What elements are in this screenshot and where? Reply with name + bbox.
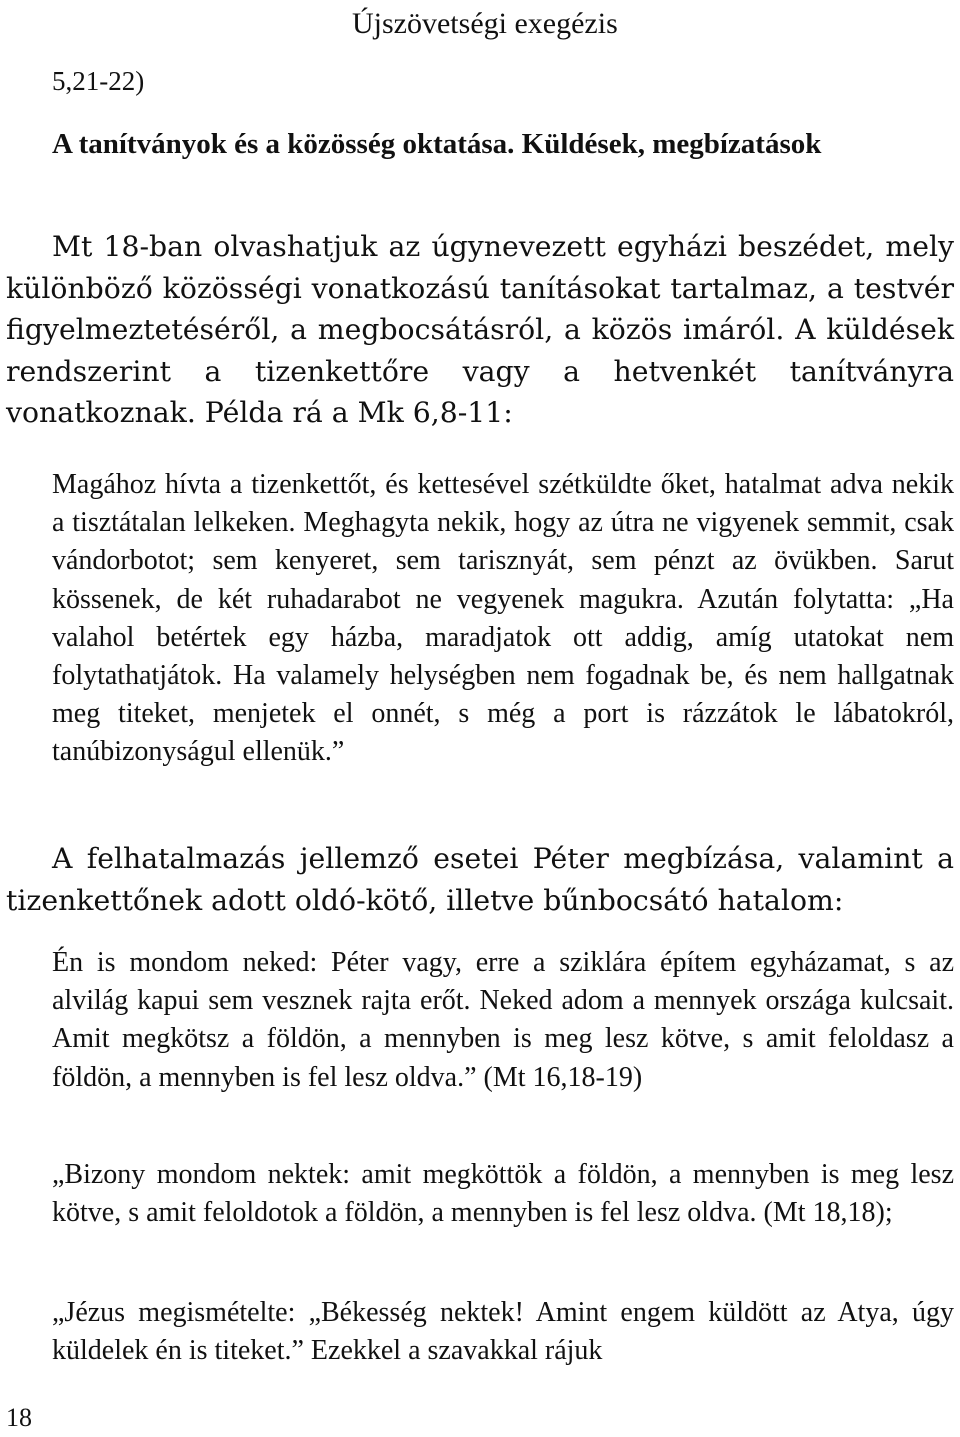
authority-paragraph: A felhatalmazás jellemző esetei Péter megbízása, valamint a tizenkettőnek adott oldó-kötő, illetve bűnbocsátó hatalom: (6, 842, 954, 917)
intro-paragraph: Mt 18-ban olvashatjuk az úgynevezett egyházi beszédet, mely különböző közösségi vonatkozású tanításokat tartalmaz, a testvér figyelmeztetéséről, a megbocsátásról, a közös imáról. A küldések rendszerint a tizenkettőre vagy a hetvenkét tanítványra vonatkoznak. Példa rá a Mk 6,8-11: (6, 230, 954, 429)
page-number: 18 (6, 1403, 32, 1432)
running-header: Újszövetségi exegézis (352, 7, 618, 40)
block-quote-mark-6: Magához hívta a tizenkettőt, és kettesével szétküldte őket, hatalmat adva nekik a tisztátalan lelkeken. Meghagyta nekik, hogy az útra ne vigyenek semmit, csak vándorbotot; sem kenyeret, sem tarisznyát, sem pénzt az övükben. Sarut kössenek, de két ruhadarabot ne vegyenek magukra. Azután folytatta: „Ha valahol betértek egy házba, maradjatok ott addig, amíg utatokat nem folytathatjátok. Ha valamely helységben nem fogadnak be, és nem hallgatnak meg titeket, menjetek el onnét, s még a port is rázzátok le lábatokról, tanúbizonyságul ellenük.” (52, 469, 954, 768)
section-heading: A tanítványok és a közösség oktatása. Küldések, megbízatások (52, 128, 822, 160)
block-quote-mt-18: „Bizony mondom nektek: amit megköttök a földön, a mennyben is meg lesz kötve, s amit feloldotok a földön, a mennyben is fel lesz oldva. (Mt 18,18); (52, 1159, 954, 1229)
block-quote-mt-16: Én is mondom neked: Péter vagy, erre a sziklára építem egyházamat, s az alvilág kapui sem vesznek rajta erőt. Neked adom a mennyek országa kulcsait. Amit megkötsz a földön, a mennyben is meg lesz kötve, s amit feloldasz a földön, a mennyben is fel lesz oldva.” (Mt 16,18-19) (52, 947, 954, 1093)
verse-reference: 5,21-22) (52, 66, 145, 96)
block-quote-peace: „Jézus megismételte: „Békesség nektek! Amint engem küldött az Atya, úgy küldelek én is titeket.” Ezekkel a szavakkal rájuk (52, 1297, 954, 1367)
